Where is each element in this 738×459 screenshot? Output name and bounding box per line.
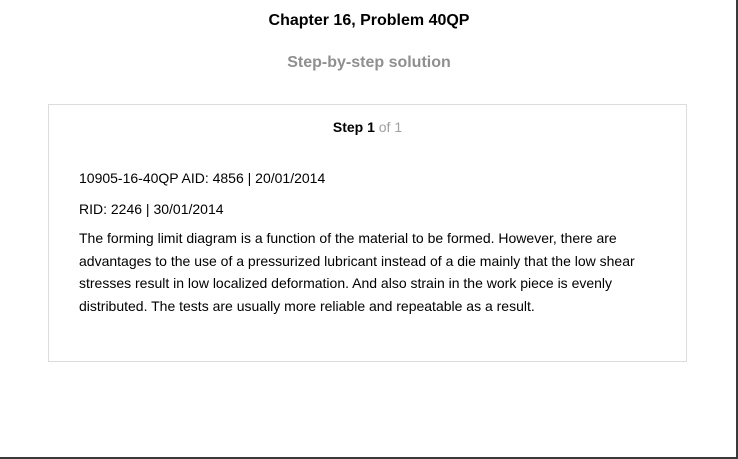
solution-text: The forming limit diagram is a function of the material to be formed. However, there are advantages to the use of a pressurized lubricant instead of a die mainly that the low shear stresses result in low localized deformation. And also strain in the work piece is evenly distributed. The tests are usually more reliable and repeatable as a result. bbox=[79, 230, 635, 314]
meta-line-aid: 10905-16-40QP AID: 4856 | 20/01/2014 bbox=[79, 170, 326, 186]
step-header bbox=[49, 119, 686, 135]
step-body bbox=[79, 167, 659, 317]
solution-card bbox=[48, 104, 687, 362]
page-title: Chapter 16, Problem 40QP bbox=[268, 12, 470, 29]
meta-line-rid: RID: 2246 | 30/01/2014 bbox=[79, 200, 224, 217]
step-label: Step 1 bbox=[332, 119, 375, 135]
page-subtitle: Step-by-step solution bbox=[287, 54, 451, 71]
step-total: of 1 bbox=[378, 119, 403, 135]
